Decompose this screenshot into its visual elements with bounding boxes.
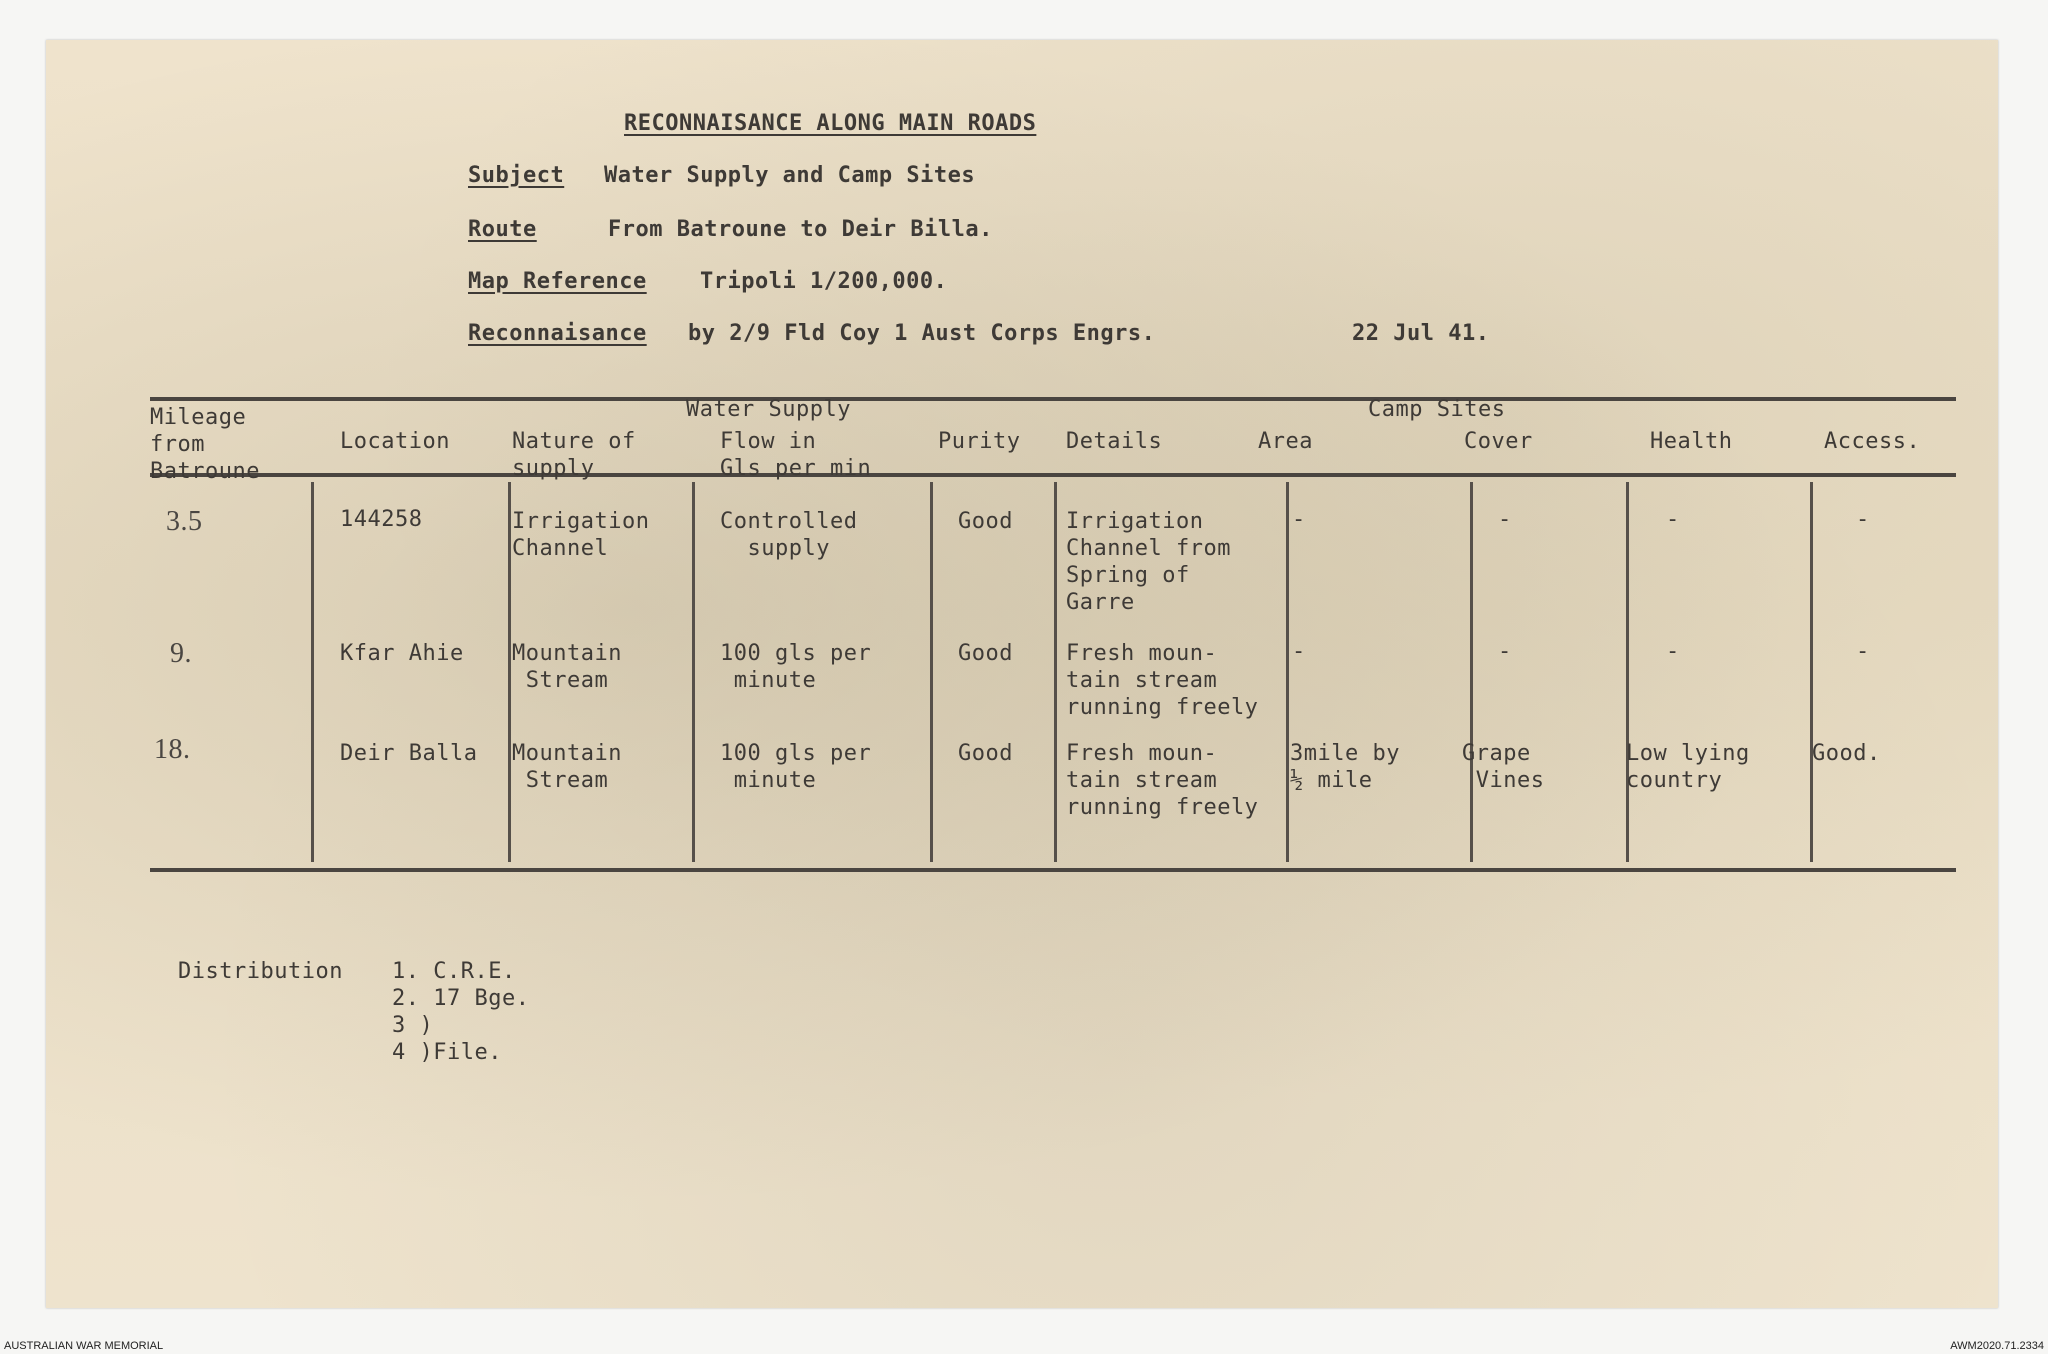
row3-access: Good. [1812,741,1881,766]
header-cover: Cover [1464,429,1533,454]
header-nature: Nature of supply [512,429,636,481]
distribution-label: Distribution [178,959,343,984]
archive-footer-left: AUSTRALIAN WAR MEMORIAL [4,1340,164,1352]
row2-mileage: 9. [170,638,192,669]
row3-nature: Mountain Stream [512,741,622,793]
row3-mileage: 18. [154,734,191,765]
row2-access: - [1856,639,1870,664]
header-access: Access. [1824,429,1921,454]
row3-area: 3mile by ½ mile [1290,741,1400,793]
column-divider [311,482,314,862]
document-paper [46,40,1998,1308]
subject-value: Water Supply and Camp Sites [604,163,976,188]
row2-health: - [1666,639,1680,664]
column-divider [1054,482,1057,862]
header-mileage: Mileage from Batroune [150,405,260,484]
row2-details: Fresh moun- tain stream running freely [1066,641,1259,720]
row1-flow: Controlled supply [720,509,858,561]
row2-nature: Mountain Stream [512,641,622,693]
header-area: Area [1258,429,1313,454]
report-date: 22 Jul 41. [1352,321,1490,346]
row2-area: - [1292,639,1306,664]
map-reference-label: Map Reference [468,269,647,294]
row1-purity: Good [958,509,1013,534]
row3-health: Low lying country [1626,741,1750,793]
row1-location: 144258 [340,507,423,532]
header-flow: Flow in Gls per min [720,429,872,481]
row3-location: Deir Balla [340,741,478,766]
table-header-rule [150,473,1956,477]
row2-location: Kfar Ahie [340,641,464,666]
column-divider [1286,482,1289,862]
header-health: Health [1650,429,1733,454]
header-purity: Purity [938,429,1021,454]
row3-flow: 100 gls per minute [720,741,872,793]
group-header-water-supply: Water Supply [686,397,851,422]
document-title: RECONNAISANCE ALONG MAIN ROADS [624,111,1037,136]
row2-flow: 100 gls per minute [720,641,872,693]
row2-purity: Good [958,641,1013,666]
archive-footer-right: AWM2020.71.2334 [1950,1340,2044,1352]
distribution-list: 1. C.R.E. 2. 17 Bge. 3 ) 4 )File. [392,959,530,1065]
column-divider [508,482,511,862]
row1-nature: Irrigation Channel [512,509,650,561]
subject-label: Subject [468,163,565,188]
column-divider [1810,482,1813,862]
row1-access: - [1856,507,1870,532]
route-value: From Batroune to Deir Billa. [608,217,993,242]
column-divider [692,482,695,862]
row1-health: - [1666,507,1680,532]
column-divider [1626,482,1629,862]
row1-cover: - [1498,507,1512,532]
reconnaisance-value: by 2/9 Fld Coy 1 Aust Corps Engrs. [688,321,1156,346]
row3-details: Fresh moun- tain stream running freely [1066,741,1259,820]
row1-mileage: 3.5 [166,506,203,537]
column-divider [1470,482,1473,862]
route-label: Route [468,217,537,242]
row3-purity: Good [958,741,1013,766]
row1-area: - [1292,507,1306,532]
group-header-camp-sites: Camp Sites [1368,397,1506,422]
reconnaisance-label: Reconnaisance [468,321,647,346]
header-location: Location [340,429,450,454]
column-divider [930,482,933,862]
table-top-rule [150,397,1956,401]
row1-details: Irrigation Channel from Spring of Garre [1066,509,1231,615]
row2-cover: - [1498,639,1512,664]
map-reference-value: Tripoli 1/200,000. [700,269,948,294]
header-details: Details [1066,429,1163,454]
row3-cover: Grape Vines [1462,741,1545,793]
table-bottom-rule [150,868,1956,872]
